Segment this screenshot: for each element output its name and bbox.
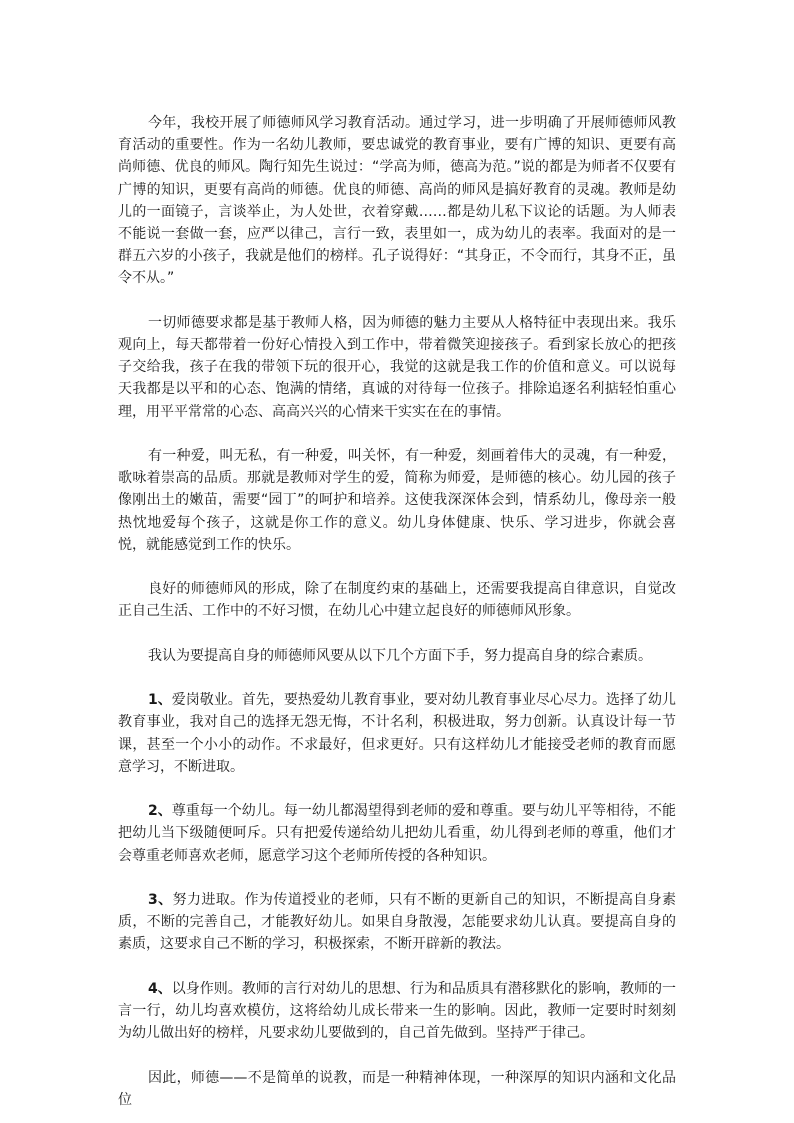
paragraph-text: 爱岗敬业。首先，要热爱幼儿教育事业，要对幼儿教育事业尽心尽力。选择了幼儿教育事业，我对自己的选择无怨无悔，不计名利，积极进取，努力创新。认真设计每一节课，甚至一个小小的动作。不求最好，但求更好。只有这样幼儿才能接受老师的教育而愿意学习，不断进取。 <box>118 692 676 775</box>
paragraph-text: 一切师德要求都是基于教师人格，因为师德的魅力主要从人格特征中表现出来。我乐观向上，每天都带着一份好心情投入到工作中，带着微笑迎接孩子。看到家长放心的把孩子交给我，孩子在我的带领下玩的很开心，我觉的这就是我工作的价值和意义。可以说每天我都是以平和的心态、饱满的情绪，真诚的对待每一位孩子。排除追逐名利掂轻怕重心理，用平平常常的心态、高高兴兴的心情来干实实在在的事情。 <box>118 314 676 420</box>
list-item-4 <box>118 978 676 1045</box>
paragraph-final <box>118 1067 676 1111</box>
list-item-1 <box>118 689 676 778</box>
list-number: 1、 <box>148 692 172 709</box>
paragraph-1 <box>118 112 676 290</box>
paragraph-3 <box>118 445 676 556</box>
list-number: 3、 <box>148 892 173 908</box>
list-item-3 <box>118 889 676 956</box>
list-number: 2、 <box>148 803 172 820</box>
paragraph-text: 以身作则。教师的言行对幼儿的思想、行为和品质具有潜移默化的影响，教师的一言一行，幼儿均喜欢模仿，这将给幼儿成长带来一生的影响。因此，教师一定要时时刻刻为幼儿做出好的榜样，凡要求幼儿要做到的，自己首先做到。坚持严于律己。 <box>118 980 676 1042</box>
document-body <box>118 112 676 1111</box>
paragraph-2 <box>118 312 676 423</box>
paragraph-text: 我认为要提高自身的师德师风要从以下几个方面下手，努力提高自身的综合素质。 <box>148 647 652 664</box>
paragraph-text: 因此，师德——不是简单的说教，而是一种精神体现，一种深厚的知识内涵和文化品位 <box>118 1069 676 1108</box>
paragraph-text: 良好的师德师风的形成，除了在制度约束的基础上，还需要我提高自律意识，自觉改正自己生活、工作中的不好习惯，在幼儿心中建立起良好的师德师风形象。 <box>118 581 676 620</box>
paragraph-5 <box>118 645 676 667</box>
paragraph-text: 有一种爱，叫无私，有一种爱，叫关怀，有一种爱，刻画着伟大的灵魂，有一种爱，歌咏着崇高的品质。那就是教师对学生的爱，简称为师爱，是师德的核心。幼儿园的孩子像刚出土的嫩苗，需要“园丁”的呵护和培养。这使我深深体会到，情系幼儿，像母亲一般热忱地爱每个孩子，这就是你工作的意义。幼儿身体健康、快乐、学习进步，你就会喜悦，就能感觉到工作的快乐。 <box>118 448 676 553</box>
list-item-2 <box>118 800 676 867</box>
paragraph-4 <box>118 578 676 622</box>
paragraph-text: 今年，我校开展了师德师风学习教育活动。通过学习，进一步明确了开展师德师风教育活动的重要性。作为一名幼儿教师，要忠诚党的教育事业，要有广博的知识、更要有高尚师德、优良的师风。陶行知先生说过：“学高为师，德高为范。”说的都是为师者不仅要有广博的知识，更要有高尚的师德。优良的师德、高尚的师风是搞好教育的灵魂。教师是幼儿的一面镜子，言谈举止，为人处世，衣着穿戴……都是幼儿私下议论的话题。为人师表不能说一套做一套，应严以律己，言行一致，表里如一，成为幼儿的表率。我面对的是一群五六岁的小孩子，我就是他们的榜样。孔子说得好：“其身正，不令而行，其身不正，虽令不从。” <box>118 115 676 287</box>
paragraph-text: 努力进取。作为传道授业的老师，只有不断的更新自己的知识，不断提高自身素质，不断的完善自己，才能教好幼儿。如果自身散漫，怎能要求幼儿认真。要提高自身的素质，这要求自己不断的学习，积极探索，不断开辟新的教法。 <box>118 892 677 953</box>
list-number: 4、 <box>148 980 172 997</box>
paragraph-text: 尊重每一个幼儿。每一幼儿都渴望得到老师的爱和尊重。要与幼儿平等相待，不能把幼儿当下级随便呵斥。只有把爱传递给幼儿把幼儿看重，幼儿得到老师的尊重，他们才会尊重老师喜欢老师，愿意学习这个老师所传授的各种知识。 <box>118 803 676 864</box>
